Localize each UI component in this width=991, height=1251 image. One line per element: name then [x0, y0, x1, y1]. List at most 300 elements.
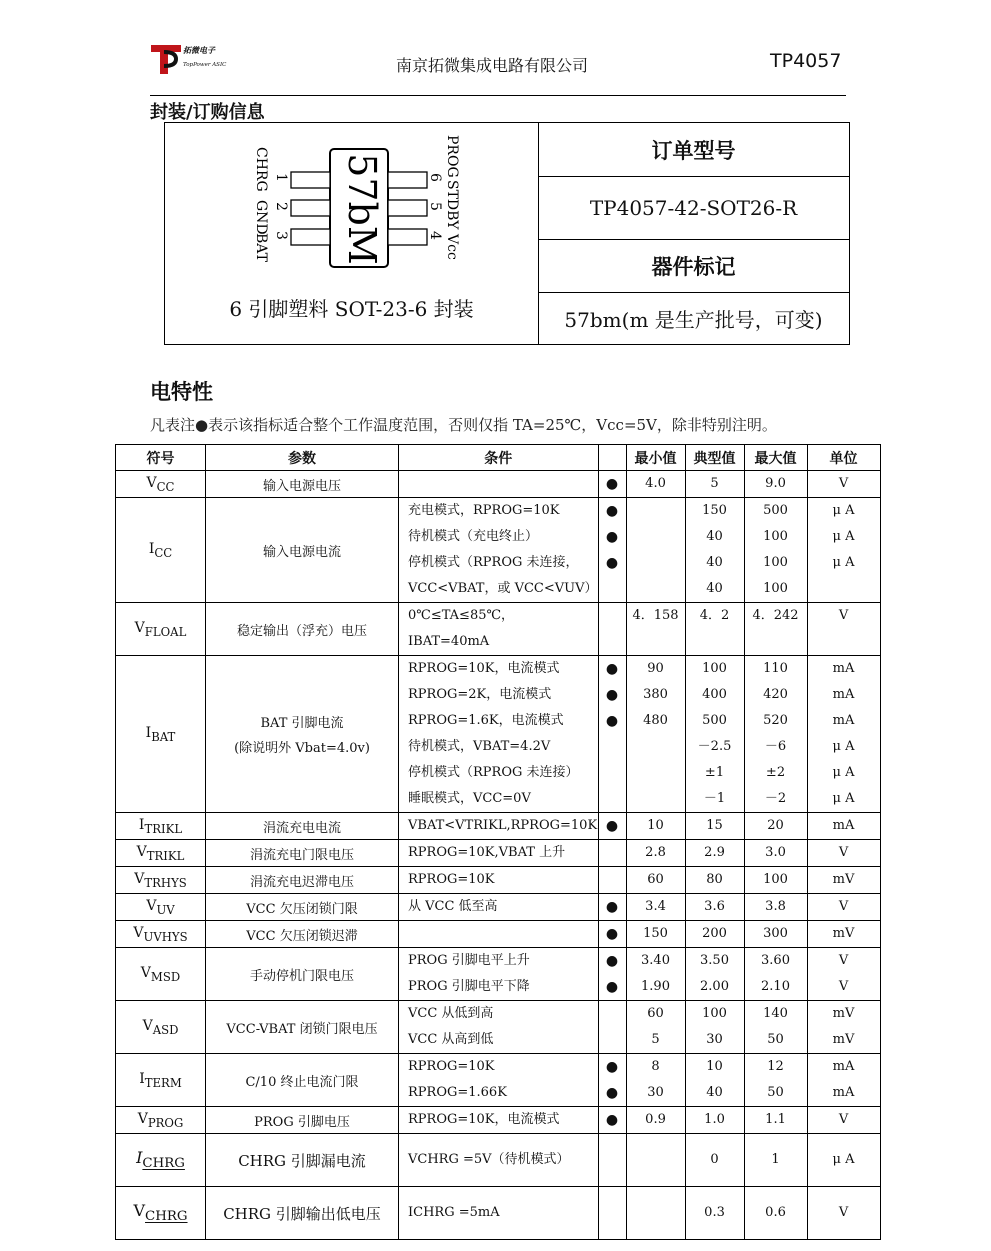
cell-unit-line: mV [832, 1006, 855, 1021]
cell-max-line: 100 [763, 555, 788, 570]
symbol-letter: V [146, 897, 157, 914]
cell-max [744, 921, 807, 948]
cell-min [626, 840, 685, 867]
parameter-text: CHRG 引脚输出低电压 [223, 1204, 381, 1223]
cell-unit-line: V [838, 845, 849, 860]
cell-parameter [206, 603, 399, 656]
cell-min [626, 813, 685, 840]
cell-symbol [116, 948, 206, 1001]
table-row [116, 921, 881, 948]
cell-condition-line: VBAT<VTRIKL,RPROG=10K [408, 818, 598, 833]
pin-num-3: 3 [273, 231, 289, 240]
cell-condition-line: 0℃≤TA≤85℃， [408, 608, 515, 623]
cell-max-line: 12 [767, 1059, 784, 1074]
cell-min-line [627, 734, 685, 760]
cell-symbol [116, 1134, 206, 1187]
cell-min-line: 4．158 [632, 608, 679, 623]
cell-unit-line [808, 576, 880, 602]
pin-4-lead [388, 229, 427, 245]
cell-unit-line: mV [832, 872, 855, 887]
parameter-text: VCC 欠压闭锁门限 [246, 901, 358, 917]
cell-max-line: 2.10 [761, 979, 790, 994]
cell-max [744, 656, 807, 813]
pin-name-stdby: STDBY [444, 180, 460, 230]
cell-max [744, 840, 807, 867]
cell-condition-line: VCHRG =5V（待机模式） [408, 1152, 570, 1167]
cell-unit-line: mA [832, 661, 855, 676]
package-info-box [164, 122, 850, 345]
pin-6-lead [388, 172, 427, 188]
cell-max-line: 9.0 [765, 476, 786, 491]
cell-max [744, 1001, 807, 1054]
cell-typ [685, 656, 744, 813]
cell-temp-dot [598, 894, 626, 921]
cell-typ [685, 1187, 744, 1240]
cell-condition-line: VCC 从高到低 [408, 1032, 494, 1047]
cell-max-line: 3.60 [761, 953, 790, 968]
symbol-subscript: CC [156, 479, 175, 494]
cell-unit-line: V [838, 608, 849, 623]
cell-max [744, 813, 807, 840]
cell-min-line: 30 [647, 1085, 664, 1100]
cell-typ-line: 400 [702, 687, 727, 702]
cell-parameter [206, 894, 399, 921]
cell-temp-dot-line: ● [605, 529, 619, 545]
cell-typ [685, 471, 744, 498]
pin-name-chrg: CHRG [253, 147, 269, 192]
cell-condition-line: VCC 从低到高 [408, 1006, 494, 1021]
symbol-letter: V [142, 1017, 153, 1034]
table-row [116, 840, 881, 867]
cell-condition-line: 睡眠模式，VCC=0V [408, 791, 531, 806]
pin-2-lead [291, 200, 330, 216]
cell-min-line: 8 [651, 1059, 660, 1074]
cell-parameter [206, 867, 399, 894]
cell-typ-line: －1 [703, 791, 726, 806]
cell-typ-line: 5 [710, 476, 719, 491]
cell-typ-line: 80 [706, 872, 723, 887]
cell-typ [685, 1001, 744, 1054]
cell-condition [399, 894, 599, 921]
cell-unit-line: V [838, 979, 849, 994]
cell-temp-dot-line [599, 840, 626, 866]
cell-max-line: 500 [763, 503, 788, 518]
cell-typ-line: 500 [702, 713, 727, 728]
cell-unit [807, 656, 880, 813]
cell-unit-line: V [838, 1205, 849, 1220]
cell-typ [685, 1107, 744, 1134]
cell-temp-dot-line: ● [605, 661, 619, 677]
cell-symbol [116, 471, 206, 498]
cell-typ-line: －2.5 [697, 739, 732, 754]
cell-temp-dot-line: ● [605, 818, 619, 834]
cell-max-line: 4．242 [752, 608, 799, 623]
cell-typ-line: 100 [702, 661, 727, 676]
cell-max-line: 1 [771, 1152, 780, 1167]
cell-unit [807, 894, 880, 921]
sot23-6-diagram [165, 123, 538, 288]
symbol-subscript: TERM [144, 1075, 182, 1090]
cell-min-line: 90 [647, 661, 664, 676]
table-row [116, 471, 881, 498]
cell-parameter [206, 498, 399, 603]
cell-temp-dot-line [599, 760, 626, 786]
cell-max [744, 471, 807, 498]
cell-temp-dot-line: ● [605, 503, 619, 519]
col-header-symbol: 符号 [116, 445, 206, 471]
symbol-letter: I [136, 1148, 143, 1168]
table-row [116, 1107, 881, 1134]
cell-temp-dot-line: ● [605, 713, 619, 729]
cell-min-line: 2.8 [645, 845, 666, 860]
cell-typ [685, 840, 744, 867]
cell-unit-line: mA [832, 713, 855, 728]
cell-min-line: 5 [651, 1032, 660, 1047]
table-row [116, 1187, 881, 1240]
cell-symbol [116, 1107, 206, 1134]
cell-unit [807, 498, 880, 603]
cell-temp-dot-line [599, 1187, 626, 1239]
cell-typ-line: 40 [706, 529, 723, 544]
spec-note: 凡表注●表示该指标适合整个工作温度范围，否则仅指 TA=25℃，Vcc=5V，除非特别注明。 [150, 416, 777, 434]
cell-condition-line: RPROG=1.66K [408, 1085, 507, 1100]
cell-typ-line: 1.0 [704, 1112, 725, 1127]
model-number: TP4057 [770, 50, 842, 72]
col-header-condition: 条件 [399, 445, 599, 471]
cell-temp-dot-line: ● [605, 555, 619, 571]
cell-temp-dot [598, 867, 626, 894]
symbol-letter: V [133, 1201, 146, 1221]
cell-typ-line: 150 [702, 503, 727, 518]
cell-temp-dot [598, 603, 626, 656]
package-section-title: 封装/订购信息 [150, 102, 265, 123]
parameter-text: 输入电源电压 [262, 478, 341, 494]
table-row [116, 894, 881, 921]
cell-min-line: 60 [647, 872, 664, 887]
cell-max [744, 1187, 807, 1240]
cell-unit [807, 1107, 880, 1134]
cell-condition-line [399, 921, 598, 947]
cell-condition-line: 待机模式（充电终止） [408, 529, 539, 544]
col-header-dot [598, 445, 626, 471]
cell-temp-dot [598, 813, 626, 840]
cell-typ-line: 3.6 [704, 899, 725, 914]
cell-unit-line: μ A [832, 765, 855, 780]
cell-condition-line: 停机模式（RPROG 未连接） [408, 765, 579, 780]
cell-min [626, 948, 685, 1001]
cell-unit [807, 471, 880, 498]
chip-marking-text: 57bM [340, 153, 384, 265]
cell-temp-dot-line [599, 734, 626, 760]
table-row [116, 867, 881, 894]
cell-min-line: 1.90 [641, 979, 670, 994]
cell-unit-line: mA [832, 687, 855, 702]
cell-unit-line: μ A [832, 555, 855, 570]
cell-min-line: 3.4 [645, 899, 666, 914]
cell-condition [399, 603, 599, 656]
cell-min [626, 1107, 685, 1134]
cell-unit-line: V [838, 899, 849, 914]
cell-typ-line: 200 [702, 926, 727, 941]
cell-min-line [627, 524, 685, 550]
cell-max [744, 603, 807, 656]
cell-temp-dot [598, 471, 626, 498]
cell-max-line: 3.0 [765, 845, 786, 860]
cell-unit-line: mA [832, 818, 855, 833]
cell-temp-dot-line [599, 1027, 626, 1053]
cell-parameter [206, 471, 399, 498]
cell-min [626, 1054, 685, 1107]
cell-condition [399, 1134, 599, 1187]
cell-condition-line: RPROG=10K，电流模式 [408, 661, 560, 676]
cell-min-line: 480 [643, 713, 668, 728]
cell-condition [399, 498, 599, 603]
cell-typ [685, 894, 744, 921]
cell-min-line [627, 498, 685, 524]
cell-typ-line: 100 [702, 1006, 727, 1021]
cell-max-line: 1.1 [765, 1112, 786, 1127]
table-row [116, 656, 881, 813]
cell-min [626, 498, 685, 603]
cell-temp-dot-line [599, 576, 626, 602]
cell-typ-line: 3.50 [700, 953, 729, 968]
pin-num-5: 5 [427, 202, 443, 211]
cell-typ [685, 603, 744, 656]
cell-unit [807, 1187, 880, 1240]
cell-max [744, 498, 807, 603]
cell-max-line: 100 [763, 581, 788, 596]
cell-min-line: 10 [647, 818, 664, 833]
cell-max [744, 1054, 807, 1107]
pin-name-gnd: GND [253, 200, 269, 235]
symbol-letter: V [146, 474, 157, 491]
symbol-subscript: TRIKL [146, 848, 185, 863]
cell-unit-line: μ A [832, 791, 855, 806]
cell-max-line: －6 [764, 739, 787, 754]
cell-typ [685, 948, 744, 1001]
cell-min [626, 894, 685, 921]
cell-max-line: 3.8 [765, 899, 786, 914]
table-row [116, 603, 881, 656]
cell-condition [399, 867, 599, 894]
cell-condition-line: RPROG=1.6K，电流模式 [408, 713, 564, 728]
symbol-letter: I [138, 816, 145, 833]
cell-typ-line: 2.9 [704, 845, 725, 860]
pin-1-lead [291, 172, 330, 188]
cell-unit-line: V [838, 953, 849, 968]
cell-max [744, 867, 807, 894]
cell-unit [807, 603, 880, 656]
cell-min-line: 3.40 [641, 953, 670, 968]
cell-typ-line: 0 [710, 1152, 719, 1167]
symbol-subscript: UV [156, 902, 175, 917]
cell-temp-dot-line: ● [605, 953, 619, 969]
symbol-subscript: TRHYS [144, 875, 187, 890]
symbol-subscript: CHRG [142, 1156, 185, 1172]
cell-typ [685, 1134, 744, 1187]
symbol-letter: V [136, 843, 147, 860]
symbol-subscript: CC [154, 545, 173, 560]
cell-parameter [206, 921, 399, 948]
cell-temp-dot-line [599, 629, 626, 655]
symbol-subscript: ASD [152, 1022, 179, 1037]
cell-temp-dot [598, 1054, 626, 1107]
cell-temp-dot [598, 1187, 626, 1240]
cell-temp-dot-line [599, 1001, 626, 1027]
cell-min-line [627, 576, 685, 602]
cell-max-line: 110 [763, 661, 788, 676]
cell-parameter [206, 1054, 399, 1107]
cell-min-line [627, 760, 685, 786]
package-diagram-cell [165, 123, 539, 344]
parameter-text: 涓流充电门限电压 [249, 847, 354, 863]
cell-condition-line: PROG 引脚电平下降 [408, 979, 530, 994]
pin-3-lead [291, 229, 330, 245]
cell-condition-line: VCC<VBAT，或 VCC<VUV） [408, 581, 598, 596]
symbol-letter: V [137, 1110, 148, 1127]
cell-min-line [627, 1134, 685, 1186]
parameter-note: (除说明外 Vbat=4.0v) [234, 741, 370, 756]
cell-temp-dot [598, 948, 626, 1001]
cell-typ-line [686, 629, 744, 655]
cell-min-line: 60 [647, 1006, 664, 1021]
cell-condition-line: PROG 引脚电平上升 [408, 953, 530, 968]
cell-unit [807, 921, 880, 948]
cell-unit-line: μ A [832, 503, 855, 518]
cell-temp-dot-line: ● [605, 926, 619, 942]
cell-parameter [206, 1107, 399, 1134]
cell-symbol [116, 1187, 206, 1240]
cell-unit [807, 840, 880, 867]
cell-condition-line: RPROG=10K，电流模式 [408, 1112, 560, 1127]
parameter-text: 手动停机门限电压 [249, 968, 354, 984]
parameter-text: 涓流充电迟滞电压 [249, 874, 354, 890]
cell-temp-dot-line: ● [605, 1112, 619, 1128]
cell-parameter [206, 1187, 399, 1240]
pin-num-6: 6 [427, 173, 443, 182]
cell-max-line: 50 [767, 1032, 784, 1047]
cell-parameter [206, 1001, 399, 1054]
device-marking-value: 57bm(m 是生产批号，可变) [564, 308, 823, 332]
parameter-text: CHRG 引脚漏电流 [238, 1151, 366, 1170]
cell-condition [399, 1187, 599, 1240]
cell-typ-line: 40 [706, 1085, 723, 1100]
cell-condition-line: 充电模式，RPROG=10K [408, 503, 560, 518]
symbol-letter: V [133, 924, 144, 941]
cell-min-line: 150 [643, 926, 668, 941]
symbol-subscript: FLOAL [144, 624, 187, 639]
cell-condition-line: 从 VCC 低至高 [408, 899, 498, 914]
cell-min-line [627, 629, 685, 655]
order-model-header: 订单型号 [538, 123, 849, 177]
cell-condition [399, 1001, 599, 1054]
electrical-characteristics-table [115, 444, 881, 1240]
cell-symbol [116, 921, 206, 948]
cell-temp-dot-line [599, 1134, 626, 1186]
cell-temp-dot-line [599, 867, 626, 893]
symbol-subscript: BAT [151, 729, 176, 744]
cell-unit [807, 813, 880, 840]
parameter-text: 输入电源电流 [262, 544, 341, 560]
cell-max-line: 520 [763, 713, 788, 728]
parameter-text: PROG 引脚电压 [254, 1114, 350, 1130]
cell-typ-line: 40 [706, 581, 723, 596]
cell-temp-dot [598, 656, 626, 813]
pin-name-prog: PROG [444, 135, 460, 178]
cell-condition-line: RPROG=10K [408, 1059, 495, 1074]
cell-unit [807, 867, 880, 894]
cell-max-line: 20 [767, 818, 784, 833]
cell-unit [807, 1134, 880, 1187]
cell-unit-line [808, 629, 880, 655]
pin-5-lead [388, 200, 427, 216]
cell-parameter [206, 656, 399, 813]
cell-temp-dot [598, 1107, 626, 1134]
cell-max-line: 0.6 [765, 1205, 786, 1220]
order-model-value: TP4057-42-SOT26-R [538, 177, 849, 240]
parameter-text: VCC 欠压闭锁迟滞 [246, 928, 358, 944]
cell-temp-dot [598, 1134, 626, 1187]
package-caption: 6 引脚塑料 SOT-23-6 封装 [229, 297, 474, 321]
cell-temp-dot [598, 1001, 626, 1054]
cell-condition-line: IBAT=40mA [408, 634, 490, 649]
header-divider [150, 95, 846, 96]
cell-max-line: 420 [763, 687, 788, 702]
col-header-min: 最小值 [626, 445, 685, 471]
cell-condition [399, 948, 599, 1001]
cell-max [744, 948, 807, 1001]
cell-temp-dot-line: ● [605, 1085, 619, 1101]
col-header-parameter: 参数 [206, 445, 399, 471]
cell-condition-line: 待机模式，VBAT=4.2V [408, 739, 551, 754]
cell-min [626, 867, 685, 894]
device-marking-header: 器件标记 [538, 240, 849, 293]
col-header-max: 最大值 [744, 445, 807, 471]
cell-parameter [206, 1134, 399, 1187]
parameter-text: 涓流充电电流 [262, 820, 341, 836]
cell-min-line [627, 1187, 685, 1239]
cell-condition-line: 停机模式（RPROG 未连接， [408, 555, 579, 570]
table-row [116, 1001, 881, 1054]
symbol-letter: I [145, 724, 152, 741]
symbol-letter: V [134, 619, 145, 636]
table-row [116, 498, 881, 603]
cell-condition [399, 471, 599, 498]
cell-typ-line: 40 [706, 555, 723, 570]
table-row [116, 948, 881, 1001]
cell-unit-line: V [838, 476, 849, 491]
table-header-row [116, 445, 881, 471]
cell-min-line: 380 [643, 687, 668, 702]
cell-temp-dot-line: ● [605, 979, 619, 995]
logo-subtext: TopPower ASIC [183, 62, 227, 68]
cell-typ [685, 498, 744, 603]
pin-num-1: 1 [273, 173, 289, 182]
cell-temp-dot [598, 840, 626, 867]
symbol-letter: I [148, 540, 155, 557]
cell-typ [685, 813, 744, 840]
cell-temp-dot [598, 921, 626, 948]
cell-temp-dot-line: ● [605, 476, 619, 492]
symbol-subscript: TRIKL [144, 821, 183, 836]
col-header-typ: 典型值 [685, 445, 744, 471]
cell-typ [685, 1054, 744, 1107]
cell-unit-line: μ A [832, 739, 855, 754]
cell-typ-line: 2.00 [700, 979, 729, 994]
cell-unit-line: μ A [832, 529, 855, 544]
cell-temp-dot-line [599, 603, 626, 629]
symbol-subscript: UVHYS [143, 929, 188, 944]
